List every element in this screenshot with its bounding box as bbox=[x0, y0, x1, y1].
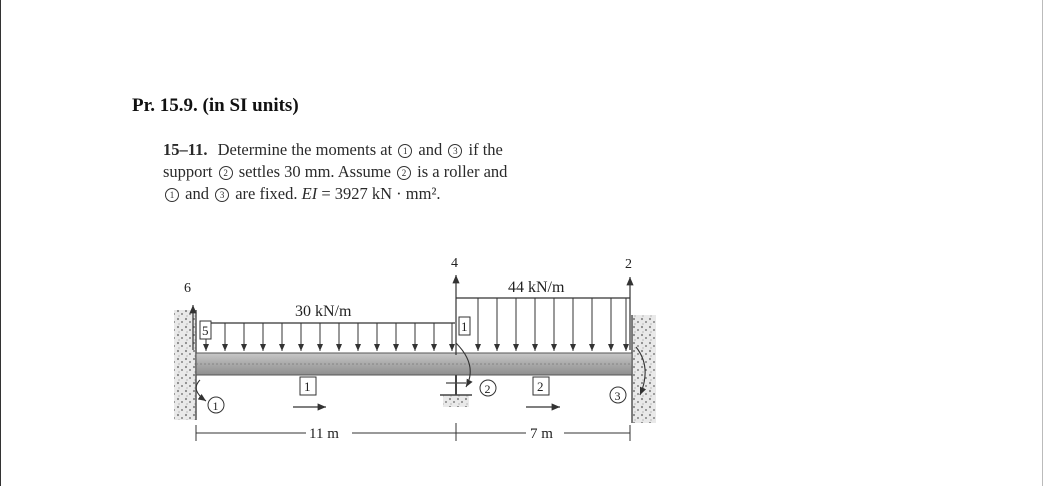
node-symbol-1: 1 bbox=[398, 144, 412, 158]
load-label-right: 44 kN/m bbox=[508, 279, 565, 296]
node-symbol-1: 1 bbox=[165, 188, 179, 202]
statement-text: if the bbox=[468, 140, 503, 159]
statement-line-1 bbox=[163, 139, 603, 161]
node-symbol-3: 3 bbox=[215, 188, 229, 202]
node-symbol-3: 3 bbox=[448, 144, 462, 158]
node-symbol-2: 2 bbox=[219, 166, 233, 180]
problem-reference: Pr. 15.9. (in SI units) bbox=[132, 95, 299, 116]
roller-support bbox=[443, 395, 469, 407]
member-label-2: 2 bbox=[537, 379, 544, 394]
page-border-right bbox=[1042, 0, 1043, 486]
statement-text: is a roller and bbox=[417, 162, 508, 181]
span-label-left: 11 m bbox=[309, 426, 339, 442]
node-label-1: 1 bbox=[212, 399, 219, 413]
problem-statement bbox=[163, 139, 603, 205]
page-border-left bbox=[0, 0, 1, 486]
dof-label-2: 2 bbox=[625, 257, 632, 272]
load-label-left: 30 kN/m bbox=[295, 303, 352, 320]
statement-text: are fixed. bbox=[235, 184, 298, 203]
statement-line-2 bbox=[163, 161, 603, 183]
statement-text: and bbox=[185, 184, 209, 203]
beam-figure bbox=[160, 245, 680, 465]
span-label-right: 7 m bbox=[530, 426, 553, 442]
ei-symbol: EI bbox=[301, 184, 318, 203]
load-arrows-left bbox=[206, 323, 452, 351]
node-symbol-2: 2 bbox=[397, 166, 411, 180]
node-label-2: 2 bbox=[484, 382, 491, 396]
dof-label-5: 5 bbox=[202, 323, 209, 338]
statement-text: Determine the moments at bbox=[217, 140, 393, 159]
node-label-3: 3 bbox=[614, 389, 621, 403]
statement-text: support bbox=[163, 162, 213, 181]
member-label-1: 1 bbox=[304, 379, 311, 394]
dof-label-4: 4 bbox=[451, 256, 458, 271]
load-arrows-right bbox=[478, 298, 626, 351]
dof-label-6: 6 bbox=[184, 281, 191, 296]
statement-text: settles 30 mm. Assume bbox=[238, 162, 391, 181]
statement-text: and bbox=[418, 140, 443, 159]
problem-number: 15–11. bbox=[163, 140, 208, 159]
ei-value: = 3927 kN · mm². bbox=[321, 184, 441, 203]
dof-label-1: 1 bbox=[461, 319, 468, 334]
rotation-arrow-node-1 bbox=[196, 380, 206, 401]
statement-line-3 bbox=[163, 183, 603, 205]
fixed-support-right bbox=[632, 315, 656, 423]
